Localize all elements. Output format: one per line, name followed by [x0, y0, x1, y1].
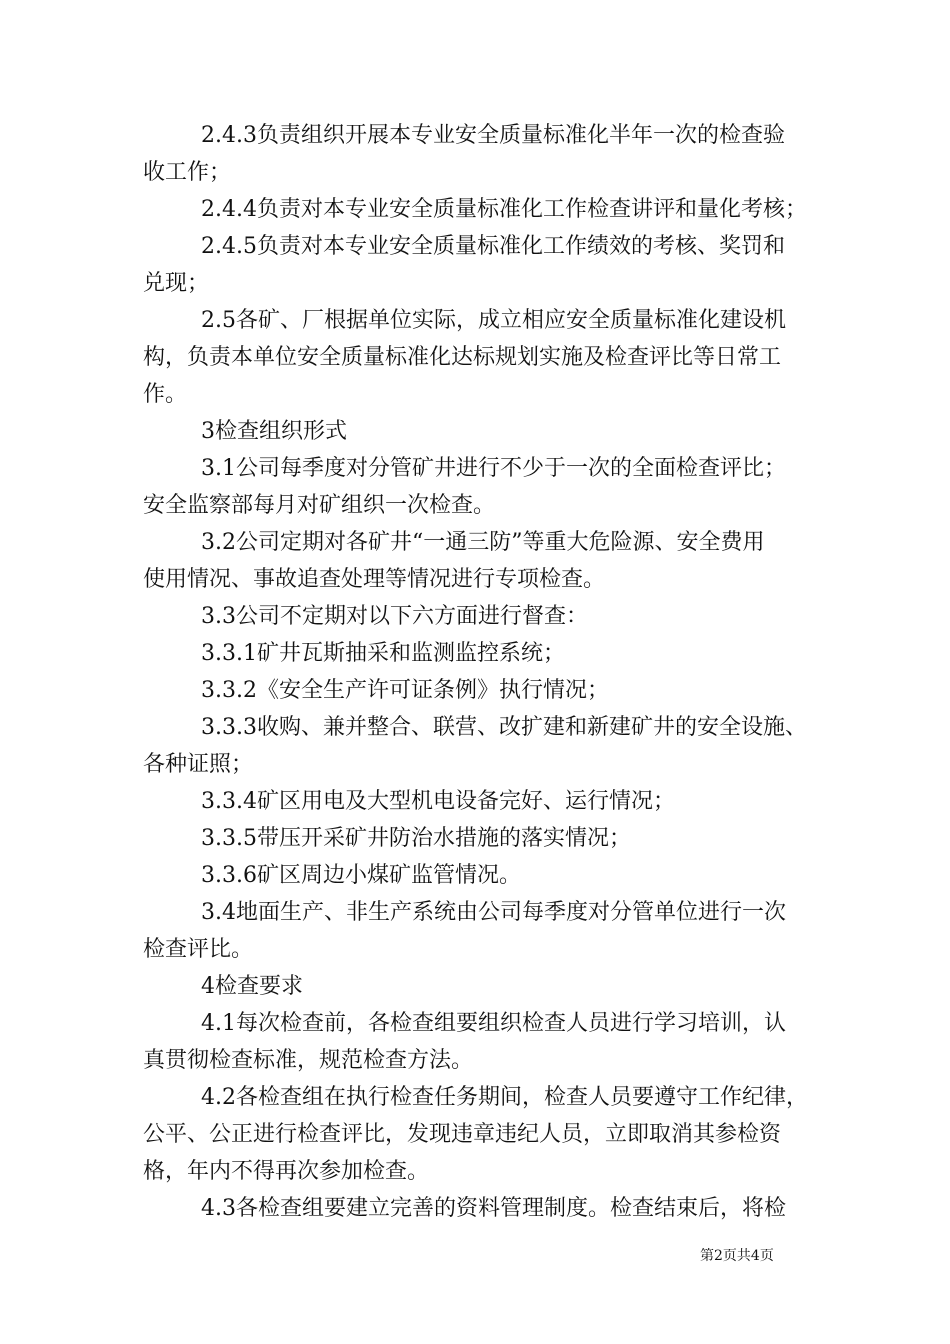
paragraph: [143, 117, 813, 191]
text-line: 作。: [143, 382, 188, 407]
text-line: 3.2公司定期对各矿井“一通三防”等重大危险源、安全费用: [201, 530, 765, 555]
paragraph: [143, 857, 813, 894]
paragraph: [143, 968, 813, 1005]
text-line: 3检查组织形式: [201, 419, 347, 444]
paragraph: [143, 191, 813, 228]
paragraph: [143, 709, 813, 783]
text-line: 4检查要求: [201, 974, 303, 999]
document-body: [143, 117, 813, 1227]
text-line: 各种证照；: [143, 752, 254, 777]
paragraph: [143, 820, 813, 857]
paragraph: [143, 783, 813, 820]
text-line: 格，年内不得再次参加检查。: [143, 1159, 430, 1184]
paragraph: [143, 1005, 813, 1079]
text-line: 兑现；: [143, 271, 210, 296]
text-line: 3.3.6矿区周边小煤矿监管情况。: [201, 863, 521, 888]
text-line: 4.1每次检查前，各检查组要组织检查人员进行学习培训，认: [201, 1011, 786, 1036]
text-line: 2.5各矿、厂根据单位实际，成立相应安全质量标准化建设机: [201, 308, 786, 333]
text-line: 3.4地面生产、非生产系统由公司每季度对分管单位进行一次: [201, 900, 786, 925]
paragraph: [143, 1079, 813, 1190]
paragraph: [143, 672, 813, 709]
paragraph: [143, 302, 813, 413]
text-line: 构，负责本单位安全质量标准化达标规划实施及检查评比等日常工: [143, 345, 782, 370]
text-line: 检查评比。: [143, 937, 254, 962]
text-line: 3.1公司每季度对分管矿井进行不少于一次的全面检查评比；: [201, 456, 786, 481]
text-line: 3.3.1矿井瓦斯抽采和监测监控系统；: [201, 641, 565, 666]
paragraph: [143, 413, 813, 450]
text-line: 收工作；: [143, 160, 232, 185]
text-line: 3.3.4矿区用电及大型机电设备完好、运行情况；: [201, 789, 675, 814]
text-line: 使用情况、事故追查处理等情况进行专项检查。: [143, 567, 606, 592]
text-line: 3.3.5带压开采矿井防治水措施的落实情况；: [201, 826, 631, 851]
paragraph: [143, 598, 813, 635]
paragraph: [143, 524, 813, 598]
text-line: 4.3各检查组要建立完善的资料管理制度。检查结束后，将检: [201, 1196, 786, 1221]
text-line: 3.3.2《安全生产许可证条例》执行情况；: [201, 678, 609, 703]
text-line: 2.4.5负责对本专业安全质量标准化工作绩效的考核、奖罚和: [201, 234, 785, 259]
paragraph: [143, 228, 813, 302]
text-line: 3.3公司不定期对以下六方面进行督查：: [201, 604, 588, 629]
paragraph: [143, 1190, 813, 1227]
paragraph: [143, 635, 813, 672]
text-line: 2.4.3负责组织开展本专业安全质量标准化半年一次的检查验: [201, 123, 785, 148]
page-number-footer: 第2页共4页: [700, 1248, 774, 1264]
paragraph: [143, 450, 813, 524]
text-line: 公平、公正进行检查评比，发现违章违纪人员，立即取消其参检资: [143, 1122, 782, 1147]
text-line: 真贯彻检查标准，规范检查方法。: [143, 1048, 474, 1073]
text-line: 2.4.4负责对本专业安全质量标准化工作检查讲评和量化考核；: [201, 197, 807, 222]
text-line: 4.2各检查组在执行检查任务期间，检查人员要遵守工作纪律，: [201, 1085, 808, 1110]
text-line: 安全监察部每月对矿组织一次检查。: [143, 493, 496, 518]
paragraph: [143, 894, 813, 968]
text-line: 3.3.3收购、兼并整合、联营、改扩建和新建矿井的安全设施、: [201, 715, 807, 740]
